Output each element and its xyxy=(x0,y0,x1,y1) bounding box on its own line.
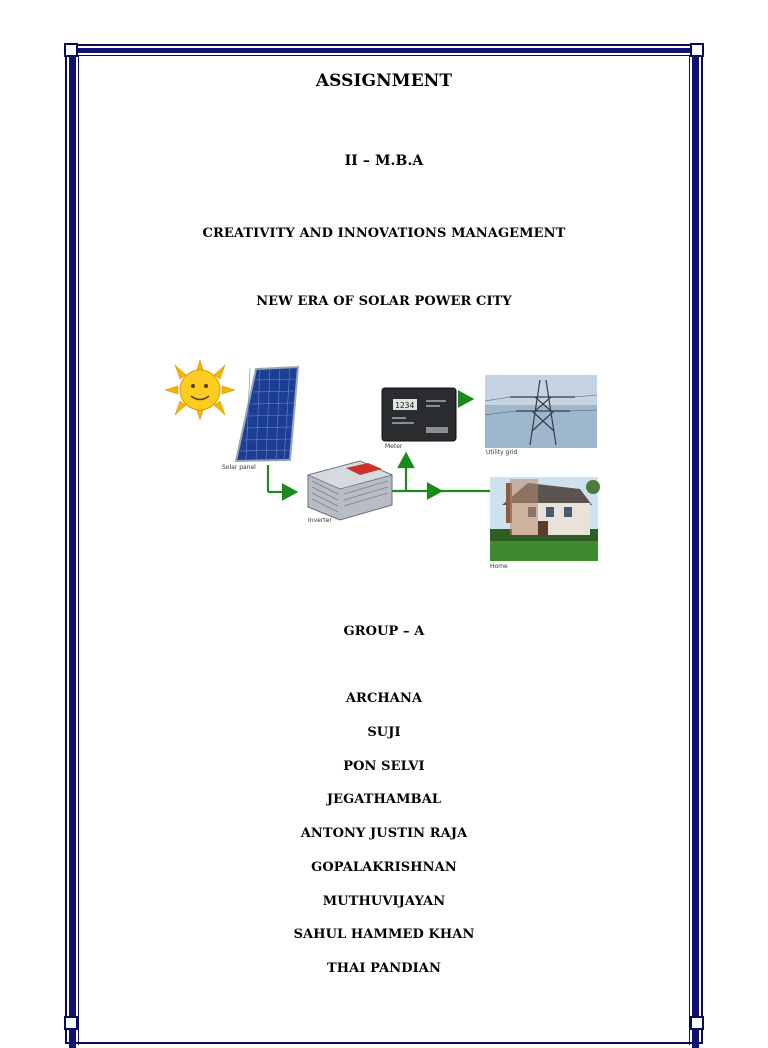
member-name: SAHUL HAMMED KHAN xyxy=(293,927,475,942)
class-heading: II – M.B.A xyxy=(344,153,424,169)
member-name: MUTHUVIJAYAN xyxy=(322,894,446,909)
border-corner xyxy=(64,1016,78,1030)
solar-power-diagram xyxy=(160,355,605,575)
svg-text:1234: 1234 xyxy=(395,401,415,410)
document-title: ASSIGNMENT xyxy=(315,71,453,91)
inverter-icon xyxy=(308,461,392,520)
member-name: ANTONY JUSTIN RAJA xyxy=(300,826,468,841)
solar-panel-icon xyxy=(236,367,298,461)
group-heading: GROUP – A xyxy=(343,624,425,639)
member-name: GOPALAKRISHNAN xyxy=(311,860,457,875)
border-corner xyxy=(64,43,78,57)
inverter-label: Inverter xyxy=(308,517,332,524)
member-name: PON SELVI xyxy=(343,759,425,774)
meter-icon xyxy=(382,388,456,441)
utility-grid-icon xyxy=(485,375,597,448)
sun-icon xyxy=(165,360,235,420)
solar-panel-label: Solar panel xyxy=(222,464,256,471)
border-corner xyxy=(690,43,704,57)
member-name: JEGATHAMBAL xyxy=(326,792,442,807)
member-name: ARCHANA xyxy=(345,691,423,706)
home-label: Home xyxy=(490,563,508,570)
topic-heading: NEW ERA OF SOLAR POWER CITY xyxy=(256,294,512,309)
home-icon xyxy=(490,477,600,561)
member-name: SUJI xyxy=(367,725,401,740)
meter-label: Meter xyxy=(385,443,403,450)
member-name: THAI PANDIAN xyxy=(327,961,441,976)
subject-heading: CREATIVITY AND INNOVATIONS MANAGEMENT xyxy=(202,226,566,241)
utility-grid-label: Utility grid xyxy=(486,449,518,456)
border-corner xyxy=(690,1016,704,1030)
